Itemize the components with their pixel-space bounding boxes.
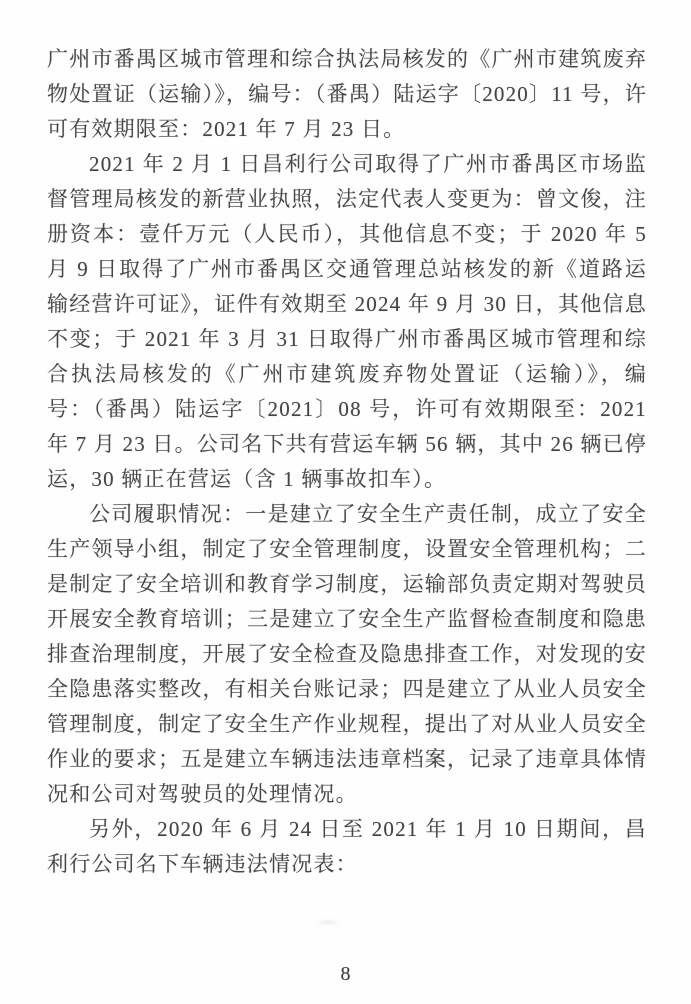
- paragraph-violation-table-intro: 另外，2020 年 6 月 24 日至 2021 年 1 月 10 日期间，昌利行公司名下车辆违法情况表：: [47, 817, 647, 876]
- paragraph-company-duties: 公司履职情况：一是建立了安全生产责任制，成立了安全生产领导小组，制定了安全管理制度，设置安全管理机构；二是制定了安全培训和教育学习制度，运输部负责定期对驾驶员开展安全教育培训；三是建立了安全生产监督检查制度和隐患排查治理制度，开展了安全检查及隐患排查工作，对发现的安全隐患落实整改，有相关台账记录；四是建立了从业人员安全管理制度，制定了安全生产作业规程，提出了对从业人员安全作业的要求；五是建立车辆违法违章档案，记录了违章具体情况和公司对驾驶员的处理情况。: [47, 502, 647, 806]
- paragraph-license-changes: 2021 年 2 月 1 日昌利行公司取得了广州市番禺区市场监督管理局核发的新营业执照，法定代表人变更为：曾文俊，注册资本：壹仟万元（人民币），其他信息不变；于 2020 年 5 月 9 日取得了广州市番禺区交通管理总站核发的新《道路运输经营许可证》，证件有效期至 2024 年 9 月 30 日，其他信息不变；于 2021 年 3 月 31 日取得广州市番禺区城市管理和综合执法局核发的《广州市建筑废弃物处置证（运输）》，编号：（番禺）陆运字〔2021〕08 号，许可有效期限至：2021 年 7 月 23 日。公司名下共有营运车辆 56 辆，其中 26 辆已停运，30 辆正在营运（含 1 辆事故扣车）。: [47, 152, 647, 491]
- scan-smudge: [315, 918, 341, 927]
- document-body: [47, 42, 647, 882]
- paragraph-permit-2020: 广州市番禺区城市管理和综合执法局核发的《广州市建筑废弃物处置证（运输）》，编号：（番禺）陆运字〔2020〕11 号，许可有效期限至：2021 年 7 月 23 日。: [47, 47, 647, 141]
- page-number: 8: [340, 963, 351, 985]
